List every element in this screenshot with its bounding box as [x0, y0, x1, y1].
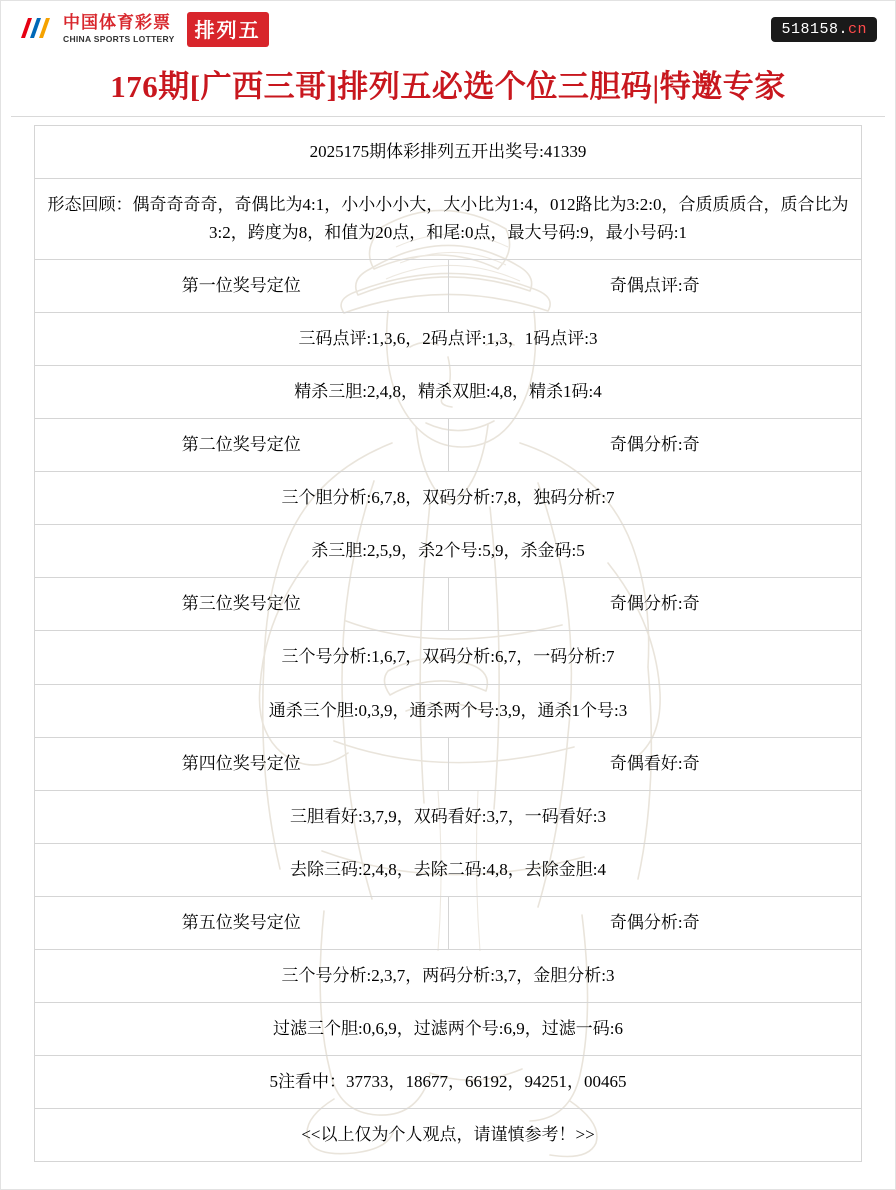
position-label-1: 第一位奖号定位 — [35, 260, 449, 313]
position-3-analysis-a: 三个号分析:1,6,7，双码分析:6,7，一码分析:7 — [35, 631, 862, 684]
table-row-draw — [35, 126, 862, 179]
table-row-position-2-detail-b — [35, 525, 862, 578]
position-parity-4: 奇偶看好:奇 — [448, 737, 862, 790]
table-row-position-4 — [35, 737, 862, 790]
position-2-analysis-b: 杀三胆:2,5,9，杀2个号:5,9，杀金码:5 — [35, 525, 862, 578]
position-4-analysis-a: 三胆看好:3,7,9，双码看好:3,7，一码看好:3 — [35, 790, 862, 843]
position-3-analysis-b: 通杀三个胆:0,3,9，通杀两个号:3,9，通杀1个号:3 — [35, 684, 862, 737]
china-sports-lottery-logo-icon — [17, 12, 55, 46]
disclaimer-cell: <<以上仅为个人观点，请谨慎参考！>> — [35, 1108, 862, 1161]
table-row-position-1 — [35, 260, 862, 313]
table-row-position-4-detail-a — [35, 790, 862, 843]
brand-name-en: CHINA SPORTS LOTTERY — [63, 33, 175, 44]
site-header — [1, 1, 895, 57]
table-row-position-5 — [35, 896, 862, 949]
site-url-main: 518158. — [781, 20, 848, 38]
position-parity-5: 奇偶分析:奇 — [448, 896, 862, 949]
table-row-position-1-detail-b — [35, 366, 862, 419]
table-row-disclaimer — [35, 1108, 862, 1161]
brand-name-cn: 中国体育彩票 — [63, 12, 171, 32]
position-parity-2: 奇偶分析:奇 — [448, 419, 862, 472]
site-url-badge — [771, 17, 877, 42]
recommended-bets-cell: 5注看中：37733，18677，66192，94251，00465 — [35, 1055, 862, 1108]
position-4-analysis-b: 去除三码:2,4,8，去除二码:4,8，去除金胆:4 — [35, 843, 862, 896]
position-2-analysis-a: 三个胆分析:6,7,8，双码分析:7,8，独码分析:7 — [35, 472, 862, 525]
brand-text — [63, 14, 175, 44]
position-5-analysis-b: 过滤三个胆:0,6,9，过滤两个号:6,9，过滤一码:6 — [35, 1002, 862, 1055]
site-url-suffix: cn — [847, 20, 867, 38]
form-review-cell: 形态回顾：偶奇奇奇奇，奇偶比为4:1，小小小小大，大小比为1:4，012路比为3:2:0，合质质质合，质合比为3:2，跨度为8，和值为20点，和尾:0点，最大号码:9，最小号码:1 — [35, 179, 862, 260]
prediction-table — [34, 125, 862, 1162]
position-5-analysis-a: 三个号分析:2,3,7，两码分析:3,7，金胆分析:3 — [35, 949, 862, 1002]
page-title: 176期[广西三哥]排列五必选个位三胆码|特邀专家 — [110, 69, 786, 104]
position-1-analysis-a: 三码点评:1,3,6，2码点评:1,3，1码点评:3 — [35, 313, 862, 366]
position-label-4: 第四位奖号定位 — [35, 737, 449, 790]
table-row-bets — [35, 1055, 862, 1108]
table-row-review — [35, 179, 862, 260]
table-row-position-1-detail-a — [35, 313, 862, 366]
table-row-position-2-detail-a — [35, 472, 862, 525]
table-row-position-3 — [35, 578, 862, 631]
position-label-3: 第三位奖号定位 — [35, 578, 449, 631]
table-row-position-4-detail-b — [35, 843, 862, 896]
draw-result-cell: 2025175期体彩排列五开出奖号:41339 — [35, 126, 862, 179]
table-row-position-5-detail-a — [35, 949, 862, 1002]
table-row-position-5-detail-b — [35, 1002, 862, 1055]
table-row-position-3-detail-a — [35, 631, 862, 684]
prediction-table-wrap — [1, 117, 895, 1162]
table-row-position-3-detail-b — [35, 684, 862, 737]
position-parity-3: 奇偶分析:奇 — [448, 578, 862, 631]
position-label-5: 第五位奖号定位 — [35, 896, 449, 949]
position-1-analysis-b: 精杀三胆:2,4,8，精杀双胆:4,8，精杀1码:4 — [35, 366, 862, 419]
position-label-2: 第二位奖号定位 — [35, 419, 449, 472]
table-row-position-2 — [35, 419, 862, 472]
position-parity-1: 奇偶点评:奇 — [448, 260, 862, 313]
brand-block — [17, 12, 269, 47]
game-name-badge: 排列五 — [187, 12, 269, 47]
